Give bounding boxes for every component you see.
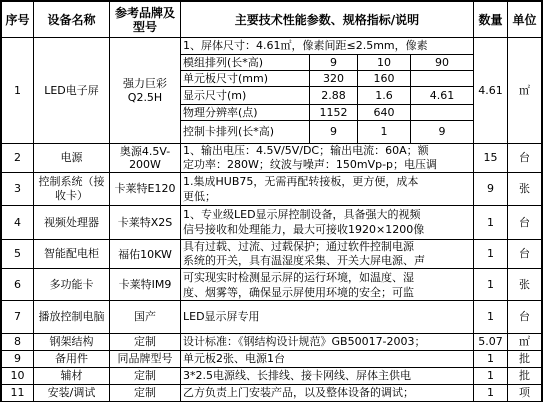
- row-spec-line: 更低；: [183, 189, 216, 203]
- subtable-value: 9: [438, 125, 446, 138]
- row-spec-line: LED显示屏专用: [183, 310, 260, 323]
- row-seq: 4: [14, 215, 21, 229]
- row-spec-line: 单元板2张、电源1台: [183, 352, 285, 365]
- row-qty: 5.07: [478, 335, 503, 348]
- row-name: 安装/调试: [47, 386, 96, 399]
- subtable-value: 160: [373, 71, 395, 85]
- row-brand: 卡莱特E120: [114, 182, 176, 195]
- row-unit: 批: [519, 369, 530, 382]
- table-border-bottom: [0, 401, 543, 402]
- row-unit: 台: [519, 247, 530, 260]
- header-qty: 数量: [478, 12, 503, 27]
- row-qty: 1: [487, 386, 494, 399]
- row-seq: 10: [10, 369, 25, 382]
- row-brand: 定制: [134, 335, 156, 348]
- row-seq: 9: [14, 352, 21, 365]
- row-unit: 台: [519, 310, 530, 323]
- row-qty: 1: [487, 277, 494, 291]
- row-seq: 11: [10, 386, 25, 399]
- row-unit: 张: [519, 277, 530, 291]
- row-unit: ㎡: [519, 83, 530, 97]
- row-name: LED电子屏: [44, 83, 99, 97]
- subtable-value: 4.61: [429, 88, 455, 102]
- row-seq: 6: [14, 277, 21, 291]
- row-unit: 台: [519, 215, 530, 229]
- row-brand: 卡莱特IM9: [118, 277, 172, 291]
- subtable-value: 1: [380, 125, 388, 138]
- row-qty: 15: [483, 151, 498, 164]
- subtable-label: 物理分辨率(点): [183, 105, 258, 119]
- row-name: 备用件: [55, 352, 88, 365]
- subtable-value: 9: [330, 55, 337, 69]
- row-brand: 强力巨彩Q2.5H: [123, 76, 167, 104]
- row-brand: 同品牌型号: [117, 352, 173, 365]
- subtable-label: 单元板尺寸(mm): [183, 71, 269, 85]
- subtable-value: 9: [330, 125, 337, 138]
- header-name: 设备名称: [47, 12, 96, 27]
- row-name: 钢架结构: [49, 335, 94, 348]
- row-unit: 张: [519, 182, 530, 195]
- row-unit: ㎡: [519, 335, 530, 348]
- header-unit: 单位: [512, 12, 537, 27]
- row-spec-line: 1.集成HUB75，无需再配转接板，更方便，成本: [183, 174, 419, 188]
- row-seq: 3: [14, 182, 21, 195]
- row-seq: 7: [14, 310, 21, 323]
- subtable-label: 模组排列(长*高): [183, 55, 264, 69]
- subtable-value: 320: [323, 71, 344, 85]
- row-spec-line: 1、输出电压：4.5V/5V/DC；输出电流：60A；额: [183, 144, 429, 157]
- row-name: 控制系统（接收卡）: [38, 175, 105, 202]
- row-name: 播放控制电脑: [38, 310, 105, 323]
- row-seq: 5: [14, 247, 21, 260]
- row-qty: 1: [487, 215, 494, 229]
- row-name: 视频处理器: [44, 215, 99, 229]
- row-brand: 奥源4.5V-200W: [119, 145, 171, 171]
- row-unit: 台: [519, 151, 530, 164]
- row-spec-line: 具有过载、过流、过载保护；通过软件控制电源: [183, 240, 414, 253]
- subtable-value: 1.6: [375, 88, 393, 102]
- row-qty: 1: [487, 352, 494, 365]
- row-spec-line: 设计标准：《钢结构设计规范》GB50017-2003；: [183, 335, 426, 348]
- row-spec-line: 定功率：280W；纹波与噪声：150mVp-p；电压调: [183, 158, 438, 171]
- row-unit: 项: [519, 386, 530, 399]
- row-name: 多功能卡: [49, 277, 94, 291]
- row-seq: 8: [14, 335, 21, 348]
- subtable-label: 控制卡排列(长*高): [183, 125, 275, 138]
- subtable-label: 显示尺寸(m): [183, 88, 247, 102]
- row-spec-line: 系统的开关，具有温湿度采集、开关大屏电源、声: [183, 254, 425, 267]
- row-qty: 1: [487, 369, 494, 382]
- row-spec-line: 度、烟雾等，确保显示屏使用环境的安全；可监: [183, 285, 414, 299]
- row-seq: 1: [14, 83, 21, 97]
- header-seq: 序号: [5, 12, 30, 27]
- row-spec-line: 3*2.5电源线、长排线、接卡网线、屏体主供电: [183, 369, 411, 382]
- subtable-value: 2.88: [321, 88, 346, 102]
- row-brand: 福佑10KW: [118, 247, 172, 261]
- row-brand: 定制: [134, 369, 156, 382]
- subtable-value: 640: [373, 105, 395, 119]
- row-seq: 2: [14, 151, 21, 164]
- row-brand: 卡莱特X2S: [117, 215, 173, 229]
- row-qty: 1: [487, 247, 494, 260]
- row-name: 智能配电柜: [44, 247, 99, 260]
- row-name: 辅材: [60, 369, 83, 382]
- row-spec-line: 乙方负责上门安装产品，以及整体设备的调试；: [183, 386, 414, 399]
- subtable-value: 10: [377, 55, 391, 69]
- header-brand: 参考品牌及型号: [114, 5, 175, 34]
- row-qty: 9: [487, 182, 494, 195]
- header-specs: 主要技术性能参数、规格指标/说明: [234, 12, 420, 27]
- row-spec: 1、屏体尺寸：4.61㎡，像素间距≤2.5mm，像素: [183, 39, 428, 52]
- subtable-value: [411, 71, 473, 86]
- subtable-value: [411, 105, 473, 120]
- row-unit: 批: [519, 352, 530, 365]
- row-spec-line: 1、专业级LED显示屏控制设备，具备强大的视频: [183, 207, 421, 221]
- row-spec-line: 信号接收和处理能力，最大可接收1920×1200像: [183, 223, 425, 236]
- row-brand: 国产: [134, 310, 156, 323]
- row-brand: 定制: [134, 386, 156, 399]
- row-qty: 4.61: [478, 83, 503, 97]
- subtable-value: 1152: [319, 105, 348, 119]
- row-name: 电源: [60, 151, 83, 164]
- subtable-value: 90: [435, 55, 449, 69]
- row-qty: 1: [487, 310, 494, 323]
- row-spec-line: 可实现实时检测显示屏的运行环境，如温度、湿: [183, 270, 414, 284]
